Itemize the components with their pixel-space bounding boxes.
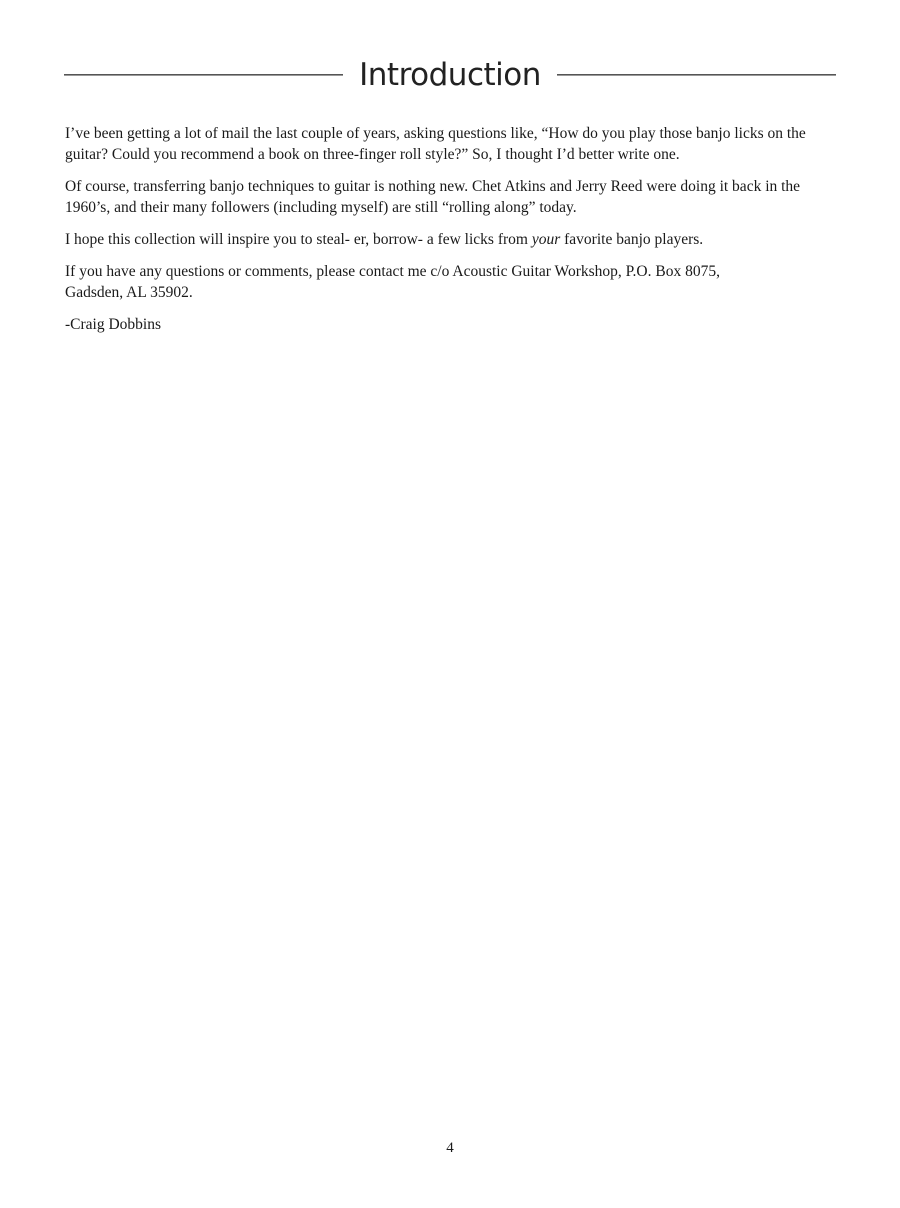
author-signature: -Craig Dobbins: [65, 316, 162, 333]
paragraph-inspire-emphasis: your: [531, 231, 561, 248]
section-header: [64, 52, 836, 98]
paragraph-contact: [65, 261, 821, 303]
header-rule-left: [64, 74, 343, 76]
contact-line-1: If you have any questions or comments, please contact me c/o Acoustic Guitar Workshop, P.O. Box 8075,: [65, 263, 720, 280]
paragraph-banjo-techniques: Of course, transferring banjo techniques to guitar is nothing new. Chet Atkins and Jerry Reed were doing it back in the 1960’s, and their many followers (including myself) are still “rolling along” today.: [65, 178, 801, 216]
page-title: Introduction: [359, 57, 541, 93]
paragraph-inspire-end: favorite banjo players.: [560, 231, 704, 248]
header-rule-right: [557, 74, 836, 76]
page-number: 4: [446, 1140, 454, 1156]
contact-line-2: Gadsden, AL 35902.: [65, 284, 193, 301]
paragraph-inspire: [65, 229, 821, 250]
paragraph-mail-questions: I’ve been getting a lot of mail the last couple of years, asking questions like, “How do you play those banjo licks on the guitar? Could you recommend a book on three-finger roll style?” So, I thought I’d better write one.: [65, 125, 806, 163]
introduction-body: [65, 123, 821, 346]
paragraph-inspire-start: I hope this collection will inspire you to steal- er, borrow- a few licks from: [65, 231, 532, 248]
